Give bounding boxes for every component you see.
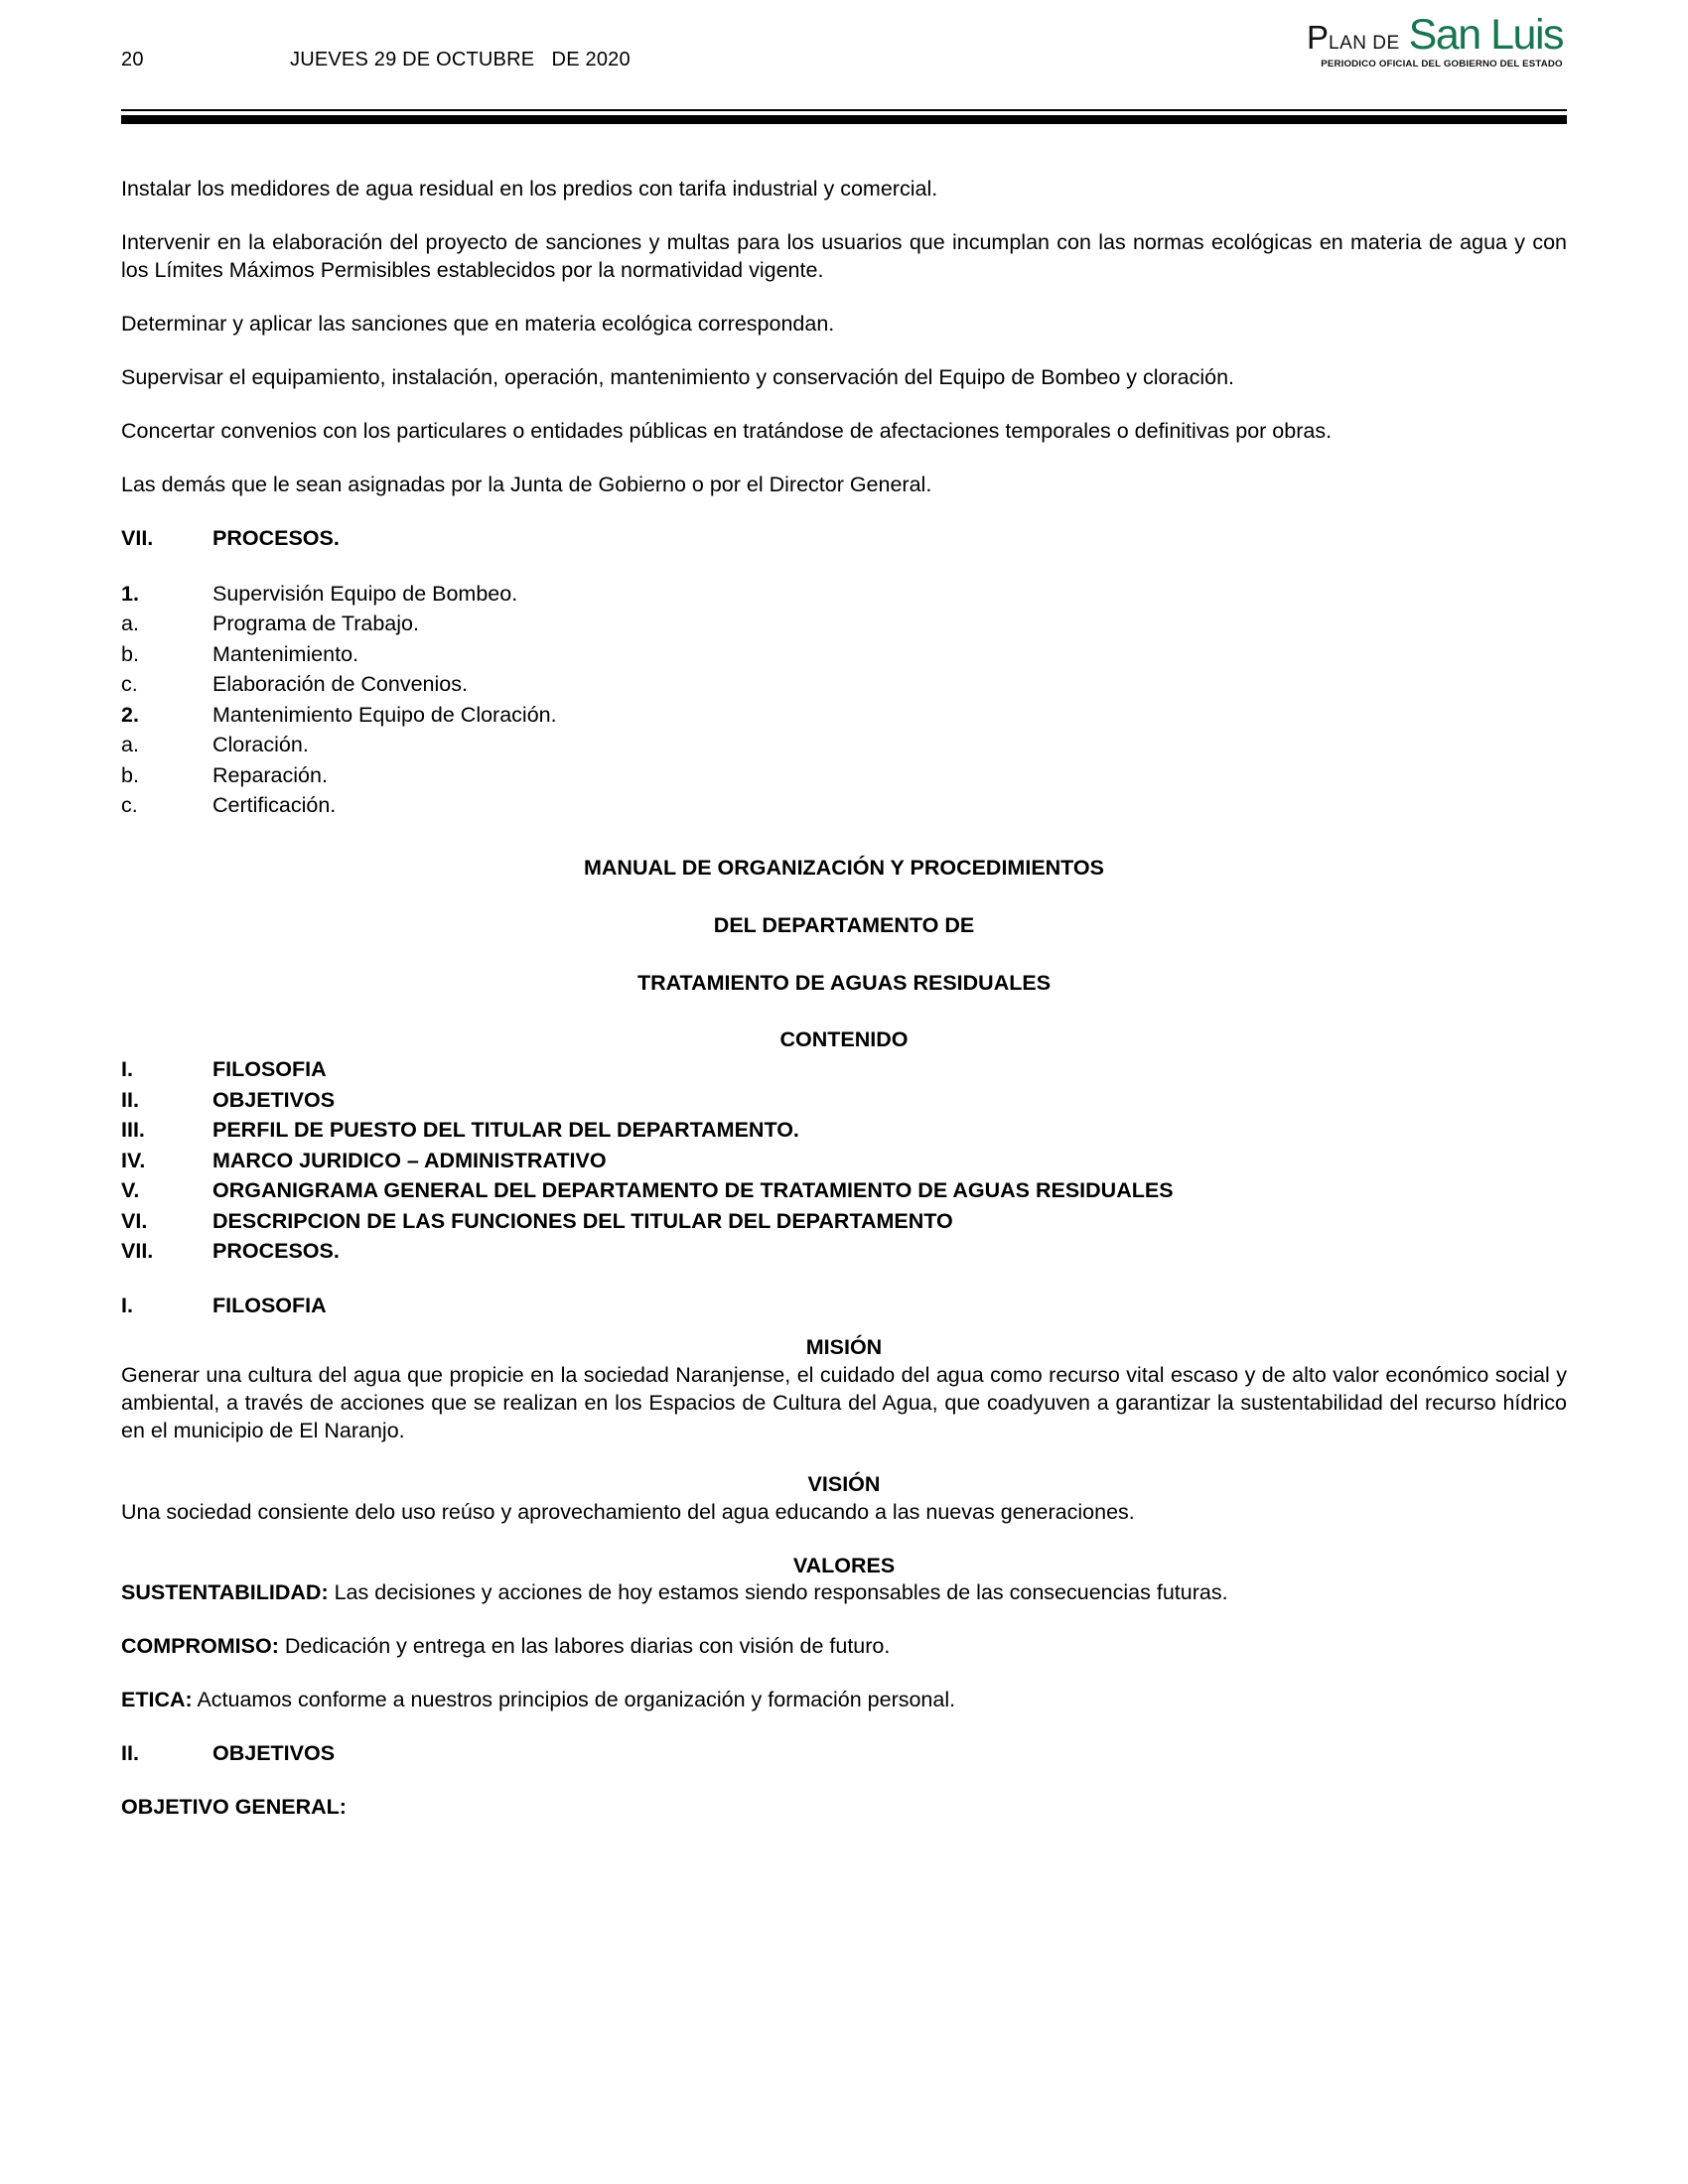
manual-title-line-1: MANUAL DE ORGANIZACIÓN Y PROCEDIMIENTOS [583, 855, 1104, 880]
valor-term: SUSTENTABILIDAD: [121, 1580, 329, 1605]
issue-date: JUEVES 29 DE OCTUBRE DE 2020 [290, 49, 631, 70]
list-item [121, 639, 1567, 670]
list-item-marker: b. [121, 762, 139, 787]
list-item-marker: VI. [121, 1208, 148, 1233]
valor-item [121, 1687, 1567, 1714]
valor-item [121, 1579, 1567, 1607]
valor-text: Las decisiones y acciones de hoy estamos siendo responsables de las consecuencias futuras. [328, 1580, 1228, 1605]
list-item [121, 579, 1567, 610]
list-item-marker: II. [121, 1087, 139, 1112]
masthead-p-letter: P [1307, 19, 1329, 56]
page-header [121, 0, 1567, 99]
section-number: I. [121, 1293, 133, 1317]
list-item-label: ORGANIGRAMA GENERAL DEL DEPARTAMENTO DE TRATAMIENTO DE AGUAS RESIDUALES [212, 1178, 1174, 1203]
paragraph: Instalar los medidores de agua residual en los predios con tarifa industrial y comercial. [121, 177, 938, 201]
paragraph: Las demás que le sean asignadas por la Junta de Gobierno o por el Director General. [121, 472, 932, 496]
list-item [121, 609, 1567, 639]
vision-text: Una sociedad consiente delo uso reúso y aprovechamiento del agua educando a las nuevas generaciones. [121, 1499, 1135, 1524]
list-item [121, 1085, 1567, 1116]
valor-text: Actuamos conforme a nuestros principios de organización y formación personal. [192, 1688, 956, 1712]
list-item [121, 730, 1567, 760]
paragraph: Intervenir en la elaboración del proyecto de sanciones y multas para los usuarios que incumplan con las normas ecológicas en materia de agua y con los Límites Máximos Permisibles establecidos por la normatividad vigente. [121, 229, 1567, 282]
list-item-marker: b. [121, 641, 139, 666]
list-item [121, 1115, 1567, 1146]
contenido-list [121, 1054, 1567, 1267]
list-item-marker: IV. [121, 1148, 146, 1172]
list-item-label: Elaboración de Convenios. [212, 672, 468, 697]
list-item-marker: VII. [121, 1239, 154, 1264]
list-item-label: OBJETIVOS [212, 1087, 336, 1112]
header-rule-thick [121, 115, 1567, 124]
list-item [121, 1175, 1567, 1206]
header-rule-group [121, 99, 1567, 124]
masthead-lan-de: LAN DE [1329, 33, 1400, 54]
list-item-marker: c. [121, 793, 138, 818]
list-item-label: FILOSOFIA [212, 1057, 327, 1082]
manual-title-line-3: TRATAMIENTO DE AGUAS RESIDUALES [636, 970, 1052, 995]
mision-text: Generar una cultura del agua que propicie en la sociedad Naranjense, el cuidado del agua como recurso vital escaso y de alto valor económico social y ambiental, a través de acciones que se realizan en los Espacios de Cultura del Agua, que coadyuven a garantizar la sustentabilidad del recurso hídrico en el municipio de El Naranjo. [121, 1362, 1567, 1442]
list-item-label: Reparación. [212, 762, 328, 787]
contenido-title: CONTENIDO [779, 1027, 909, 1052]
list-item-label: PERFIL DE PUESTO DEL TITULAR DEL DEPARTAMENTO. [212, 1118, 799, 1143]
list-item [121, 1054, 1567, 1085]
list-item-label: MARCO JURIDICO – ADMINISTRATIVO [212, 1148, 607, 1172]
document-content [121, 124, 1567, 1822]
list-item-label: Mantenimiento Equipo de Cloración. [212, 702, 557, 727]
list-item-label: Supervisión Equipo de Bombeo. [212, 581, 518, 606]
section-number: II. [121, 1741, 139, 1766]
list-item-label: DESCRIPCION DE LAS FUNCIONES DEL TITULAR DEL DEPARTAMENTO [212, 1208, 953, 1233]
list-item [121, 700, 1567, 731]
section-label: OBJETIVOS [212, 1741, 336, 1766]
list-item-label: Certificación. [212, 793, 337, 818]
paragraph: Determinar y aplicar las sanciones que en materia ecológica correspondan. [121, 311, 835, 336]
list-item-marker: V. [121, 1178, 140, 1203]
list-item [121, 1206, 1567, 1237]
valor-term: COMPROMISO: [121, 1634, 279, 1659]
list-item-label: Cloración. [212, 733, 309, 757]
section-heading-filosofia [121, 1293, 1567, 1320]
section-number: VII. [121, 525, 154, 550]
list-item [121, 790, 1567, 821]
masthead-logo [631, 11, 1567, 69]
valor-text: Dedicación y entrega en las labores diarias con visión de futuro. [278, 1634, 891, 1659]
page-number: 20 [121, 49, 144, 70]
header-row [121, 0, 1567, 69]
valores-title: VALORES [792, 1553, 896, 1577]
list-item-marker: I. [121, 1057, 133, 1082]
masthead-san-luis: San Luis [1408, 11, 1563, 59]
objetivo-general-label: OBJETIVO GENERAL: [121, 1795, 347, 1820]
list-item-marker: 2. [121, 702, 139, 727]
list-item [121, 760, 1567, 791]
list-item-marker: a. [121, 733, 139, 757]
list-item [121, 669, 1567, 700]
mision-title: MISIÓN [805, 1334, 883, 1359]
vision-title: VISIÓN [807, 1471, 881, 1496]
section-heading-procesos [121, 525, 1567, 553]
list-item-marker: c. [121, 672, 138, 697]
masthead-wordmark [1307, 11, 1563, 59]
list-item-marker: a. [121, 612, 139, 636]
manual-title-line-2: DEL DEPARTAMENTO DE [713, 912, 975, 937]
procesos-list [121, 579, 1567, 821]
paragraph: Concertar convenios con los particulares o entidades públicas en tratándose de afectaciones temporales o definitivas por obras. [121, 418, 1333, 443]
paragraph: Supervisar el equipamiento, instalación, operación, mantenimiento y conservación del Equipo de Bombeo y cloración. [121, 364, 1235, 389]
list-item-label: PROCESOS. [212, 1239, 340, 1264]
list-item-label: Mantenimiento. [212, 641, 358, 666]
list-item [121, 1236, 1567, 1267]
section-heading-objetivos [121, 1740, 1567, 1768]
list-item-marker: III. [121, 1118, 145, 1143]
list-item-marker: 1. [121, 581, 139, 606]
section-label: FILOSOFIA [212, 1293, 327, 1317]
masthead-tagline: PERIODICO OFICIAL DEL GOBIERNO DEL ESTADO [1321, 59, 1563, 69]
list-item [121, 1146, 1567, 1176]
valor-term: ETICA: [121, 1688, 193, 1712]
section-label: PROCESOS. [212, 525, 340, 550]
list-item-label: Programa de Trabajo. [212, 612, 419, 636]
valor-item [121, 1633, 1567, 1661]
